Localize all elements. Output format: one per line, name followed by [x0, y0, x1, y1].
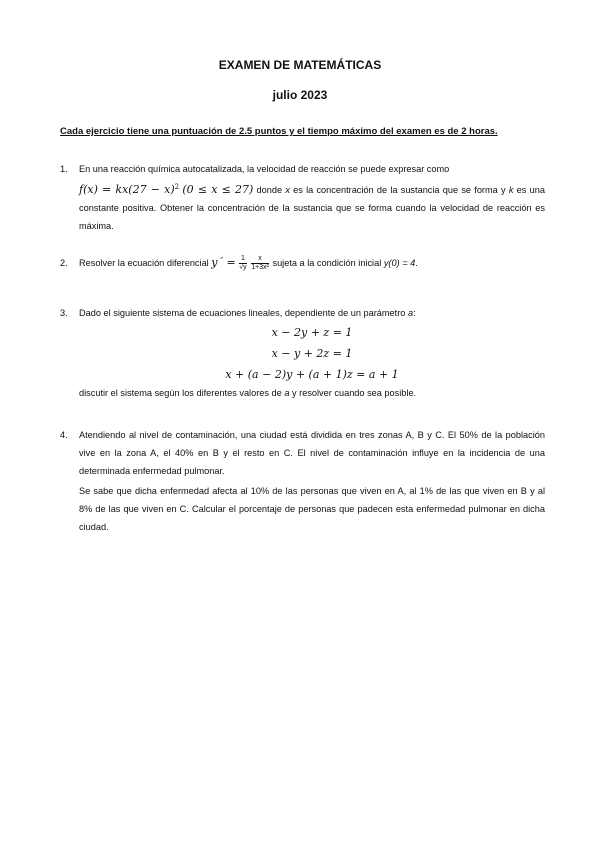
exercise-text: y resolver cuando sea posible.	[292, 388, 417, 398]
exercise-text: donde	[256, 185, 283, 196]
equation-row: x + (a − 2)y + (a + 1)z = a + 1	[225, 368, 399, 381]
exercise-paragraph-2: Se sabe que dicha enfermedad afecta al 10% de las personas que viven en A, al 1% de las que viven en B y al 8% de las que viven en C. Calcular el porcentaje de personas que padecen esta enfermedad pulmonar en dicha ciudad.	[79, 486, 545, 532]
exercise-number: 4.	[60, 430, 68, 440]
variable-x: x	[285, 185, 290, 196]
exercise-number: 3.	[60, 308, 68, 318]
equation-row: x − 2y + z = 1	[271, 326, 353, 339]
initial-condition: y(0) = 4	[383, 258, 416, 268]
fraction-denominator: 1+3x²	[251, 264, 269, 272]
exercise-body	[79, 304, 545, 322]
exercise-text: Dado el siguiente sistema de ecuaciones lineales, dependiente de un parámetro	[79, 308, 406, 318]
exercise-text: es	[516, 185, 527, 196]
exercise-closing	[79, 384, 545, 402]
exercise-4	[60, 426, 545, 536]
fraction-numerator: 1	[241, 255, 245, 263]
exercise-text: :	[413, 308, 416, 318]
variable-k: k	[508, 185, 514, 196]
exercise-number: 1.	[60, 164, 68, 174]
exercise-1	[60, 160, 545, 230]
equation-row: x − y + 2z = 1	[271, 347, 353, 360]
formula-exponent: 2	[174, 183, 180, 191]
exercise-2	[60, 254, 545, 278]
exercise-text: sujeta a la condición inicial	[272, 258, 382, 268]
exam-title: EXAMEN DE MATEMÁTICAS	[218, 58, 382, 72]
exercise-text: Resolver la ecuación diferencial	[79, 258, 209, 268]
fraction-numerator: x	[258, 255, 262, 263]
exam-instructions: Cada ejercicio tiene una puntuación de 2.5 puntos y el tiempo máximo del examen es de 2 horas.	[60, 126, 498, 137]
fraction-1	[239, 255, 246, 272]
exam-date: julio 2023	[272, 88, 328, 102]
exercise-body	[79, 254, 545, 272]
exercise-text: En una reacción química autocatalizada, la velocidad de reacción se puede expresar como	[79, 164, 450, 174]
fraction-2	[251, 255, 269, 272]
equation-lhs: y´ =	[211, 256, 236, 269]
parameter: a	[284, 388, 290, 398]
equation-system	[79, 322, 545, 385]
exercise-body	[79, 160, 545, 235]
formula: f(x) = kx(27 − x)	[79, 183, 175, 197]
exercise-text: .	[415, 258, 418, 268]
exercise-3	[60, 304, 545, 404]
formula-domain: (0 ≤ x ≤ 27)	[182, 183, 254, 197]
parameter: a	[407, 308, 414, 318]
exercise-paragraph-1: Atendiendo al nivel de contaminación, una ciudad está dividida en tres zonas A, B y C. El 50% de la población vive en la zona A, el 40% en B y el resto en C. El nivel de contaminación influye en la incidencia de una determinada enfermedad pulmonar.	[79, 430, 545, 476]
exercise-number: 2.	[60, 258, 68, 268]
exercise-text: discutir el sistema según los diferentes valores de	[79, 388, 282, 398]
exercise-text: una constante positiva. Obtener la concentración de la sustancia que se forma cuando la velocidad de reacción es máxima.	[79, 185, 545, 232]
exercise-text: es la concentración de la sustancia que se forma y	[293, 185, 506, 196]
fraction-denominator: √y	[239, 264, 247, 272]
